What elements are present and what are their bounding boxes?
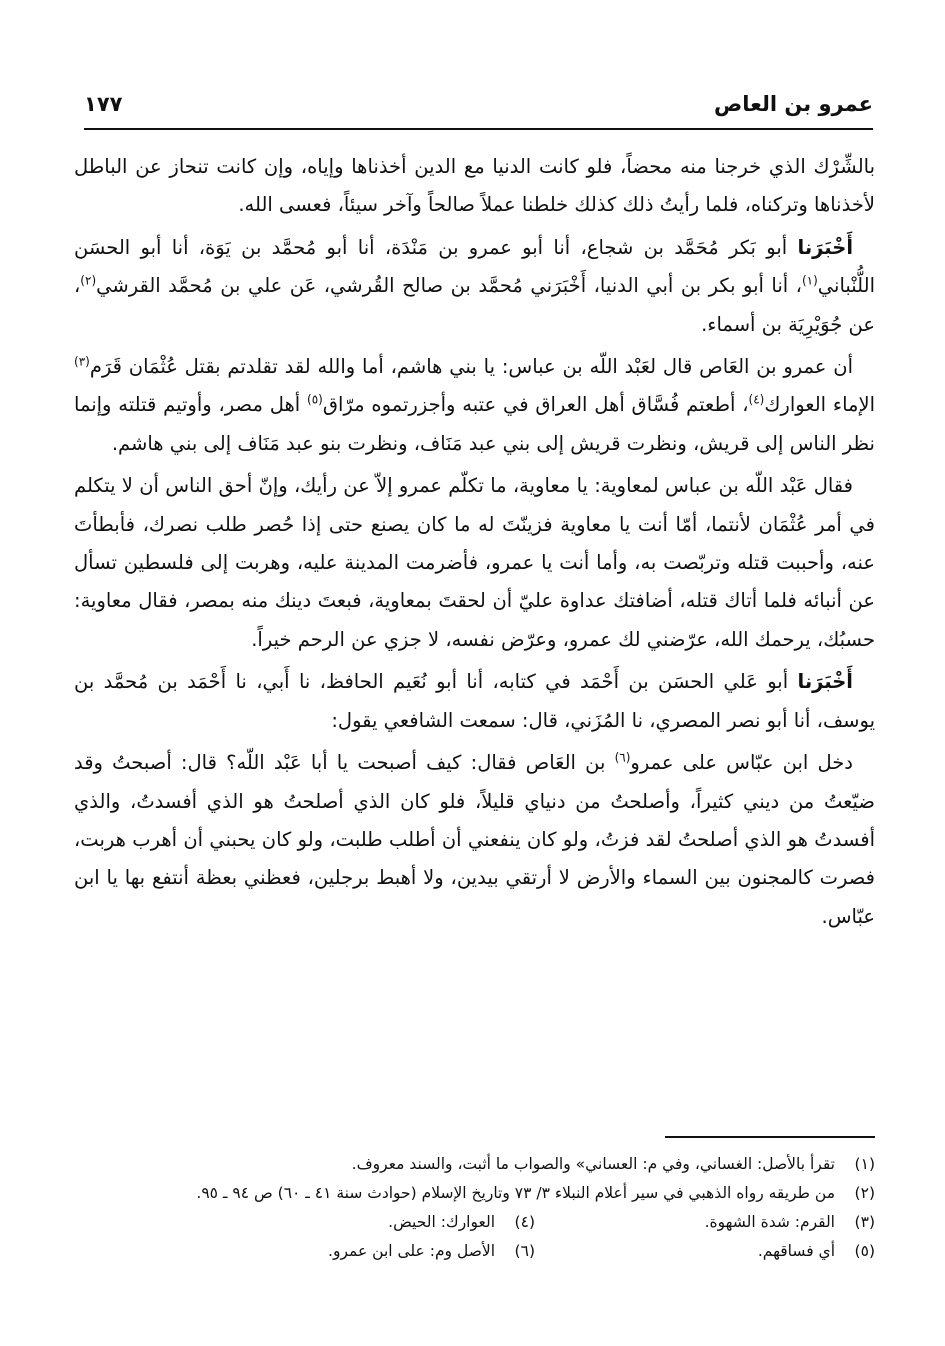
footnote: (١) تقرأ بالأصل: الغساني، وفي م: العساني» والصواب ما أثبت، والسند معروف.	[351, 1155, 875, 1173]
paragraph: أن عمرو بن العَاص قال لعَبْد اللّه بن عباس: يا بني هاشم، أما والله لقد تقلدتم بقتل عُثْمَان قَرَم$^{(٣)}$ الإماء العوارك$^{(٤)}$، أطعتم فُسَّاق أهل العراق في عتبه وأجزرتموه مرّاق$^{(٥)}$ أهل مصر، وأوتيم قتلته وإنما نظر الناس إلى قريش، ونظرت قريش إلى بني عبد مَنَاف، ونظرت بنو عبد مَنَاف إلى بني هاشم.	[74, 354, 875, 455]
footnote-ref: (١)	[801, 273, 818, 288]
footnote: (٤) العوارك: الحيض.	[388, 1213, 535, 1231]
paragraph: أَخْبَرَنا أبو بَكر مُحَمَّد بن شجاع، أنا أبو عمرو بن مَنْدَة، أنا أبو مُحمَّد بن يَوَة، أنا أبو الحسَن اللُّنْباني$^{(١)}$، أنا أبو بكر بن أبي الدنيا، أَخْبَرَني مُحمَّد بن صالح القُرشي، عَن علي بن مُحمَّد القرشي$^{(٢)}$، عن جُوَيْرِيَة بن أسماء.	[74, 235, 875, 336]
paragraph: فقال عَبْد اللّه بن عباس لمعاوية: يا معاوية، ما تكلّم عمرو إلاّ عن رأيك، وإنّ أحق الناس أن لا يتكلم في أمر عُثْمَان لأنتما، أمّا أنت يا معاوية فزينّتَ له ما كان يصنع حتى إذا حُصر طلب نصرك، فأبطأتَ عنه، وأحببت قتله وتربّصت به، وأما أنت يا عمرو، فأضرمت المدينة عليه، وهربت إلى فلسطين تسأل عن أنبائه فلما أتاك قتله، أضافتك عداوة عليّ أن لحقتَ بمعاوية، فبعتَ دينك منه بمصر، فقال معاوية: حسبُك، يرحمك الله، عرّضني لك عمرو، وعرّض نفسه، لا جزي عن الرحم خيراً.	[74, 474, 875, 651]
footnote-row	[80, 1208, 875, 1237]
footnote-ref: (٣)	[74, 354, 90, 369]
footnote: (٦) الأصل وم: على ابن عمرو.	[328, 1242, 535, 1260]
paragraph: أَخْبَرَنا أبو عَلي الحسَن بن أَحْمَد في كتابه، أنا أبو نُعَيم الحافظ، نا أَبي، نا أَحْمَد بن مُحمَّد بن يوسف، أنا أبو نصر المصري، نا المُزَني، قال: سمعت الشافعي يقول:	[74, 670, 875, 732]
page-header	[84, 92, 873, 130]
footnote: (٣) القرم: شدة الشهوة.	[704, 1213, 875, 1231]
footnote: (٥) أي فساقهم.	[757, 1242, 875, 1260]
footnote-ref: (٢)	[80, 273, 97, 288]
paragraph: بالشِّرْك الذي خرجنا منه محضاً، فلو كانت الدنيا مع الدين أخذناها وإياه، وإن كانت تنحاز عن الباطل لأخذناها وتركناه، فلما رأيتُ ذلك كذلك خلطنا عملاً صالحاً وآخر سيئاً، فعسى الله.	[74, 155, 875, 217]
main-text	[74, 148, 875, 936]
footnote: (٢) من طريقه رواه الذهبي في سير أعلام النبلاء ٣/ ٧٣ وتاريخ الإسلام (حوادث سنة ٤١ ـ ٦٠) ص ٩٤ ـ ٩٥.	[196, 1184, 875, 1202]
lead-word: أَخْبَرَنا	[797, 235, 854, 259]
running-title: عمرو بن العاص	[713, 92, 873, 116]
lead-word: أَخْبَرَنا	[797, 670, 853, 694]
paragraph: دخل ابن عبّاس على عمرو$^{(٦)}$ بن العَاص فقال: كيف أصبحت يا أبا عَبْد اللّه؟ قال: أصبحتُ وقد ضيّعتُ من ديني كثيراً، وأصلحتُ من دنياي قليلاً، فلو كان الذي أصلحتُ هو الذي أفسدتُ، والذي أفسدتُ هو الذي أصلحتُ لقد فزتُ، ولو كان ينفعني أن أطلب طلبت، ولو كان يحبني أن أهرب هربت، فصرت كالمجنون بين السماء والأرض لا أرتقي بيدين، ولا أهبط برجلين، فعظني بعظة أنتفع بها يا ابن عبّاس.	[74, 750, 875, 928]
footnotes	[80, 1150, 875, 1266]
page-number: ١٧٧	[84, 92, 123, 116]
footnote-ref: (٤)	[748, 392, 765, 407]
footnote-separator	[665, 1136, 875, 1138]
footnote-ref: (٥)	[307, 392, 323, 407]
footnote-ref: (٦)	[614, 750, 631, 765]
footnote-row	[80, 1237, 875, 1266]
